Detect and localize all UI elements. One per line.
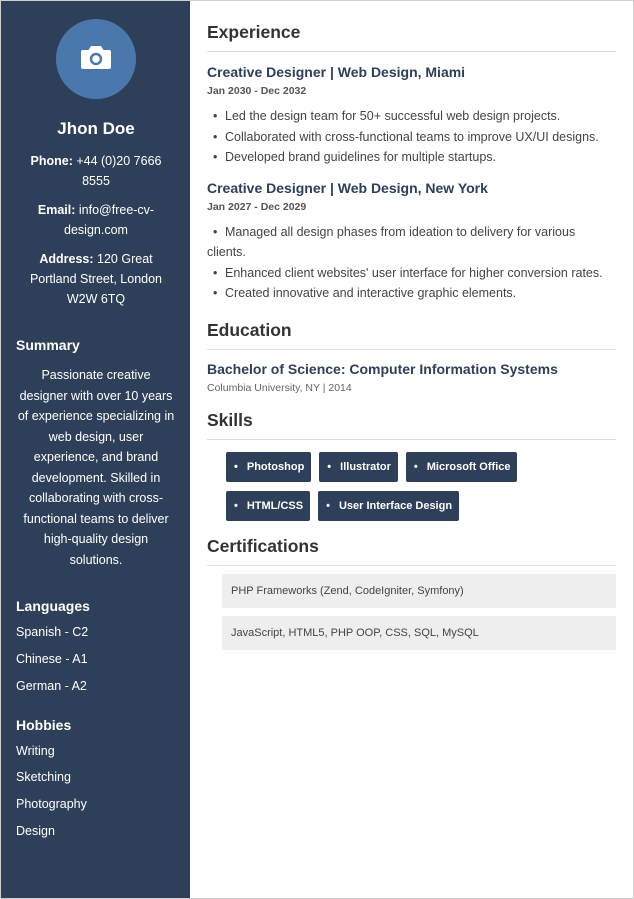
- experience-heading: Experience: [207, 22, 616, 52]
- job-title: Creative Designer | Web Design, New York: [207, 179, 488, 196]
- certification-item: PHP Frameworks (Zend, CodeIgniter, Symfony): [222, 574, 616, 608]
- hobbies-list: [16, 743, 176, 839]
- contact-address: [16, 249, 176, 309]
- summary-text: Passionate creative designer with over 10 years of experience specializing in web design, user experience, and brand development. Skilled in collaborating with cross-functional teams to deliver high-quality design solutions.: [17, 368, 175, 567]
- language-item: Spanish - C2: [16, 625, 89, 639]
- contact-phone: [16, 151, 176, 191]
- job-bullet: • Developed brand guidelines for multiple startups.: [213, 150, 496, 164]
- email-label: Email:: [37, 203, 76, 217]
- skill-tag: • Photoshop: [226, 452, 311, 482]
- languages-heading: Languages: [16, 598, 90, 614]
- email-value: info@free-cv-design.com: [64, 203, 155, 237]
- skills-heading: Skills: [207, 410, 616, 440]
- hobby-item: Writing: [16, 743, 55, 758]
- skill-tag: • Microsoft Office: [406, 452, 518, 482]
- certifications-list: [207, 574, 616, 650]
- skills-list: [207, 452, 616, 530]
- address-label: Address:: [39, 252, 94, 266]
- job-entry: [207, 180, 616, 304]
- hobby-item: Photography: [16, 797, 87, 812]
- education-degree: Bachelor of Science: Computer Information Systems: [207, 360, 558, 377]
- sidebar: [1, 1, 190, 898]
- hobby-item: Sketching: [16, 770, 71, 785]
- certification-item: JavaScript, HTML5, PHP OOP, CSS, SQL, MySQL: [222, 616, 616, 650]
- phone-label: Phone:: [30, 154, 73, 168]
- skill-tag: • HTML/CSS: [226, 491, 310, 521]
- summary-heading: Summary: [16, 337, 80, 353]
- language-item: German - A2: [16, 678, 87, 693]
- job-bullets: [207, 106, 616, 168]
- hobbies-heading: Hobbies: [16, 716, 72, 733]
- job-bullets: [207, 222, 616, 304]
- job-bullet: • Managed all design phases from ideation to delivery for various clients.: [207, 224, 576, 259]
- job-bullet: • Created innovative and interactive graphic elements.: [213, 286, 517, 300]
- job-title: Creative Designer | Web Design, Miami: [207, 64, 466, 80]
- phone-value: +44 (0)20 7666 8555: [76, 154, 162, 188]
- job-dates: Jan 2030 - Dec 2032: [207, 85, 307, 97]
- contact-email: [16, 200, 176, 240]
- languages-list: [16, 624, 176, 694]
- education-heading: Education: [207, 320, 616, 350]
- camera-icon: [80, 44, 112, 75]
- avatar: [56, 19, 136, 99]
- job-entry: [207, 64, 616, 168]
- job-bullet: • Enhanced client websites' user interface for higher conversion rates.: [213, 265, 603, 280]
- language-item: Chinese - A1: [16, 651, 88, 666]
- skill-tag: • Illustrator: [319, 452, 398, 482]
- education-institution: Columbia University, NY | 2014: [207, 381, 352, 394]
- certifications-heading: Certifications: [207, 536, 616, 566]
- job-dates: Jan 2027 - Dec 2029: [207, 200, 307, 213]
- address-value: 120 Great Portland Street, London W2W 6TQ: [29, 252, 163, 306]
- job-bullet: • Collaborated with cross-functional teams to improve UX/UI designs.: [213, 129, 599, 144]
- hobby-item: Design: [16, 823, 55, 838]
- candidate-name: Jhon Doe: [57, 119, 135, 138]
- job-bullet: • Led the design team for 50+ successful web design projects.: [213, 109, 561, 123]
- main-content: [190, 1, 633, 898]
- skill-tag: • User Interface Design: [318, 491, 459, 521]
